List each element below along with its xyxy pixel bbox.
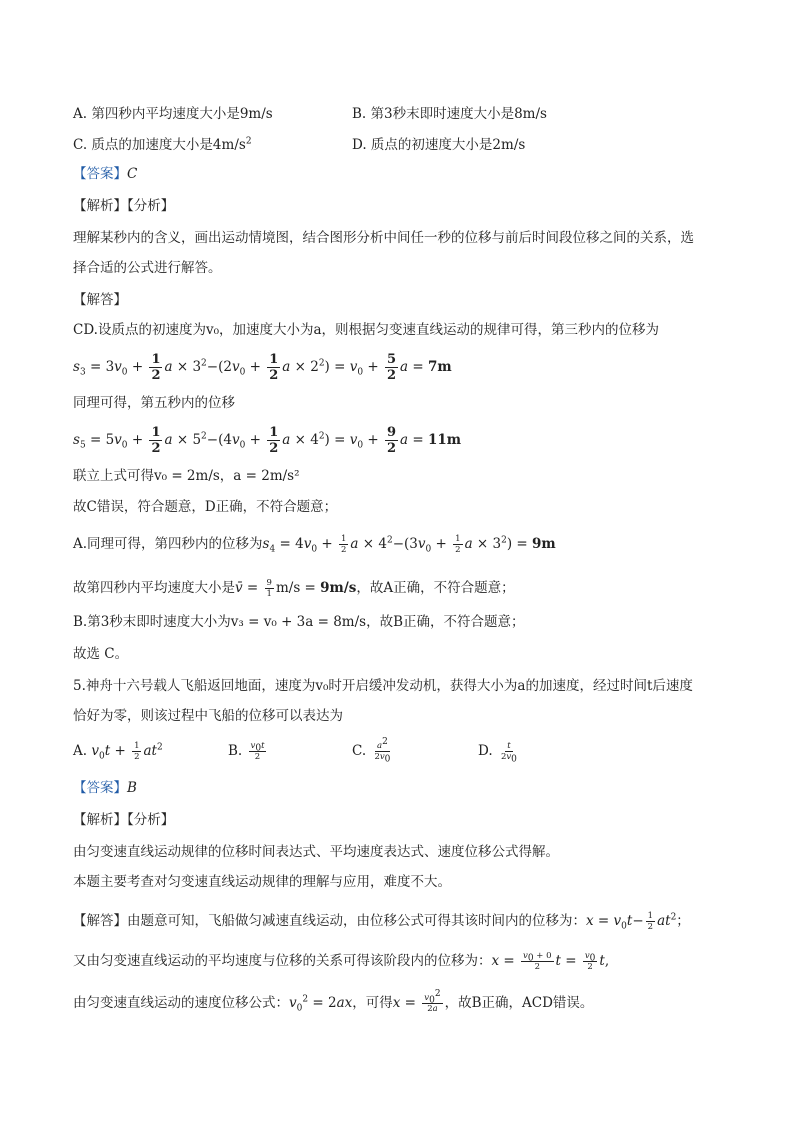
q5-solution-line1: 【解答】由题意可知，飞船做匀减速直线运动，由位移公式可得其该时间内的位移为：$x = v_0t-$ $\frac{1}{2}$ $at^2$；	[73, 910, 690, 932]
q4-analysis-line2: 择合适的公式进行解答。	[73, 260, 222, 276]
q5-option-c: C. $\frac{a^2}{2v_0}$	[352, 736, 391, 765]
line8-text: 故第四秒内平均速度大小是	[73, 580, 235, 596]
q4-option-b: B. 第3秒末即时速度大小是8m/s	[352, 106, 547, 122]
q5-option-a: A. $v_0t$ + $\frac{1}{2}$ $at^2$	[73, 740, 163, 762]
q4-solution-line9: B.第3秒末即时速度大小为v₃ = v₀ + 3a = 8m/s，故B正确，不符合题意；	[73, 614, 525, 630]
q5-analysis-tag: 【解析】【分析】	[73, 812, 175, 828]
q5-option-c-label: C.	[352, 743, 367, 759]
q4-equation-s3: $s_3 = 3v_0$ + $\frac{1}{2}$ $a \times 3^2-(2v_0$ + $\frac{1}{2}$ $a \times 2^2) = v_0$ + $\frac{5}{2}$ a = 7m	[73, 352, 452, 383]
q4-solution-line8: 故第四秒内平均速度大小是v̄ = $\frac{9}{1}$ m/s = 9m/s，故A正确，不符合题意；	[73, 577, 515, 599]
q5-option-b: B. $\frac{v_0t}{2}$	[228, 740, 265, 762]
q5-sol1-text: 【解答】由题意可知，飞船做匀减速直线运动，由位移公式可得其该时间内的位移为：	[73, 913, 586, 929]
q5-stem-line1: 5.神舟十六号载人飞船返回地面，速度为v₀时开启缓冲发动机，获得大小为a的加速度，经过时间t后速度	[73, 678, 693, 694]
q4-solution-line1: CD.设质点的初速度为v₀，加速度大小为a，则根据匀变速直线运动的规律可得，第三秒内的位移为	[73, 322, 660, 338]
answer-tag: 【答案】	[73, 166, 127, 182]
q5-analysis-line2: 本题主要考查对匀变速直线运动规律的理解与应用，难度不大。	[73, 874, 451, 890]
q5-analysis-line1: 由匀变速直线运动规律的位移时间表达式、平均速度表达式、速度位移公式得解。	[73, 844, 559, 860]
q5-sol3-text: 由匀变速直线运动的速度位移公式：	[73, 995, 289, 1011]
line8-post: ，故A正确，不符合题意；	[356, 580, 515, 596]
q4-analysis-tag: 【解析】【分析】	[73, 198, 175, 214]
answer-tag: 【答案】	[73, 780, 127, 796]
q4-option-a: A. 第四秒内平均速度大小是9m/s	[73, 106, 273, 122]
q5-solution-line3: 由匀变速直线运动的速度位移公式：$v_0^2 = 2ax$，可得x = $\frac{v_0^2}{2a}$ ，故B正确，ACD错误。	[73, 988, 594, 1014]
q5-option-a-label: A.	[73, 743, 88, 759]
q4-answer	[73, 164, 734, 184]
q4-analysis-line1: 理解某秒内的含义，画出运动情境图，结合图形分析中间任一秒的位移与前后时间段位移之间的关系，选	[73, 230, 694, 246]
q4-solution-line6: 故C错误，符合题意，D正确，不符合题意；	[73, 499, 338, 515]
q4-solution-line7: A.同理可得，第四秒内的位移为$s_4 = 4v_0$ + $\frac{1}{2}$ $a \times 4^2-(3v_0$ + $\frac{1}{2}$ $a \times 3^2) = 9m$	[73, 533, 556, 555]
q4-option-c-text: C. 质点的加速度大小是4m/s	[73, 137, 246, 153]
answer-value: C	[127, 166, 138, 182]
q5-sol2-text: 又由匀变速直线运动的平均速度与位移的关系可得该阶段内的位移为：	[73, 953, 492, 969]
q4-solution-line3: 同理可得，第五秒内的位移	[73, 395, 235, 411]
q5-solution-line2: 又由匀变速直线运动的平均速度与位移的关系可得该阶段内的位移为：x = $\frac{v_0 + 0}{2}$ t = $\frac{v_0}{2}$ t,	[73, 950, 610, 972]
q4-solution-line10: 故选 C。	[73, 646, 129, 662]
q5-sol3-mid: ，可得	[352, 995, 393, 1011]
q4-option-d: D. 质点的初速度大小是2m/s	[352, 137, 526, 153]
q4-equation-s5: $s_5 = 5v_0$ + $\frac{1}{2}$ $a \times 5^2-(4v_0$ + $\frac{1}{2}$ $a \times 4^2) = v_0$ + $\frac{9}{2}$ a = 11m	[73, 425, 462, 456]
q4-option-c	[73, 133, 252, 153]
q5-option-d: D. $\frac{t}{2v_0}$	[478, 740, 517, 765]
q5-sol3-post: ，故B正确，ACD错误。	[444, 995, 594, 1011]
answer-value: B	[127, 780, 137, 796]
q5-option-d-label: D.	[478, 743, 493, 759]
q5-stem-line2: 恰好为零，则该过程中飞船的位移可以表达为	[73, 708, 343, 724]
line7-text: A.同理可得，第四秒内的位移为	[73, 536, 263, 552]
q4-solution-tag: 【解答】	[73, 292, 127, 308]
q4-option-c-sup: 2	[245, 136, 252, 147]
q4-solution-line5: 联立上式可得v₀ = 2m/s，a = 2m/s²	[73, 468, 300, 484]
q5-option-b-label: B.	[228, 743, 243, 759]
q5-answer	[73, 778, 734, 798]
